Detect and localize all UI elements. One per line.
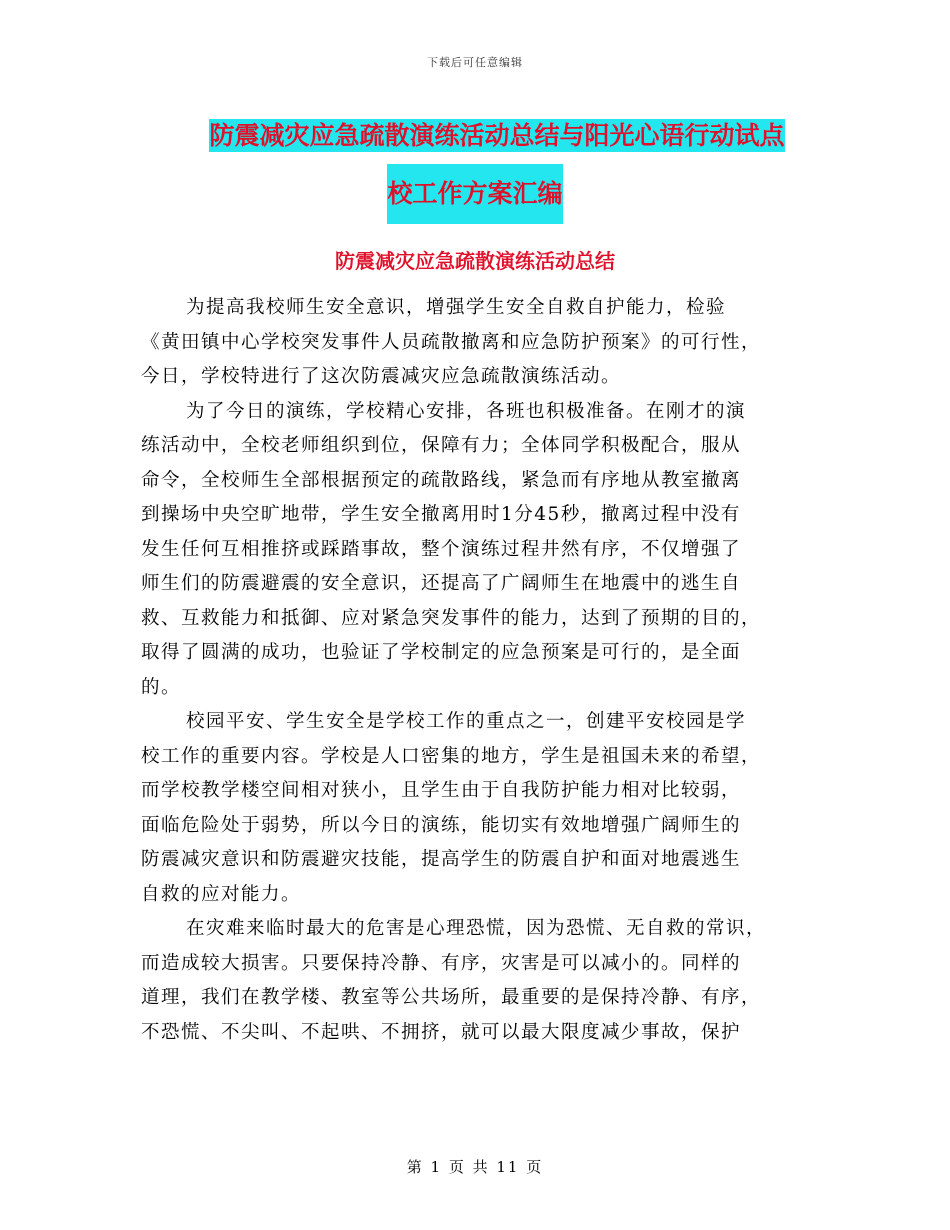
header-note: 下载后可任意编辑 [427, 56, 523, 69]
section-title: 防震减灾应急疏散演练活动总结 [335, 249, 615, 273]
body-line: 为提高我校师生安全意识，增强学生安全自救自护能力，检验 [186, 297, 727, 318]
body-line: 发生任何互相推挤或踩踏事故，整个演练过程井然有序，不仅增强了 [141, 538, 742, 560]
body-line: 取得了圆满的成功，也验证了学校制定的应急预案是可行的，是全面 [141, 642, 742, 663]
body-line: 校工作的重要内容。学校是人口密集的地方，学生是祖国未来的希望， [141, 745, 762, 767]
body-line: 的。 [141, 676, 182, 698]
body-line: 面临危险处于弱势，所以今日的演练，能切实有效地增强广阔师生的 [141, 814, 742, 836]
body-text [141, 291, 806, 1050]
document-title-line-1: 防震减灾应急疏散演练活动总结与阳光心语行动试点 [209, 121, 785, 150]
page-footer: 第 1 页 共 11 页 [406, 1158, 544, 1176]
body-line: 到操场中央空旷地带，学生安全撤离用时1分45秒，撤离过程中没有 [141, 504, 741, 525]
body-line: 自救的应对能力。 [141, 883, 302, 905]
body-line: 不恐慌、不尖叫、不起哄、不拥挤，就可以最大限度减少事故，保护 [141, 1021, 742, 1043]
document-title-line-2: 校工作方案汇编 [387, 164, 562, 224]
body-line: 今日，学校特进行了这次防震减灾应急疏散演练活动。 [141, 366, 622, 387]
body-line: 《黄田镇中心学校突发事件人员疏散撤离和应急防护预案》的可行性， [141, 331, 762, 353]
body-line: 校园平安、学生安全是学校工作的重点之一，创建平安校园是学 [186, 711, 747, 732]
body-line: 命令，全校师生全部根据预定的疏散路线，紧急而有序地从教室撤离 [141, 469, 742, 491]
body-line: 道理，我们在教学楼、教室等公共场所，最重要的是保持冷静、有序， [141, 987, 762, 1008]
body-line: 师生们的防震避震的安全意识，还提高了广阔师生在地震中的逃生自 [141, 573, 742, 594]
body-line: 在灾难来临时最大的危害是心理恐慌，因为恐慌、无自救的常识， [186, 918, 767, 939]
document-title [0, 108, 950, 224]
body-line: 防震减灾意识和防震避灾技能，提高学生的防震自护和面对地震逃生 [141, 849, 742, 870]
body-line: 而造成较大损害。只要保持冷静、有序，灾害是可以减小的。同样的 [141, 952, 742, 974]
body-line: 救、互救能力和抵御、应对紧急突发事件的能力，达到了预期的目的， [141, 607, 762, 629]
body-line: 为了今日的演练，学校精心安排，各班也积极准备。在刚才的演 [186, 400, 747, 422]
body-line: 练活动中，全校老师组织到位，保障有力；全体同学积极配合，服从 [141, 435, 742, 456]
body-line: 而学校教学楼空间相对狭小，且学生由于自我防护能力相对比较弱， [141, 780, 742, 801]
